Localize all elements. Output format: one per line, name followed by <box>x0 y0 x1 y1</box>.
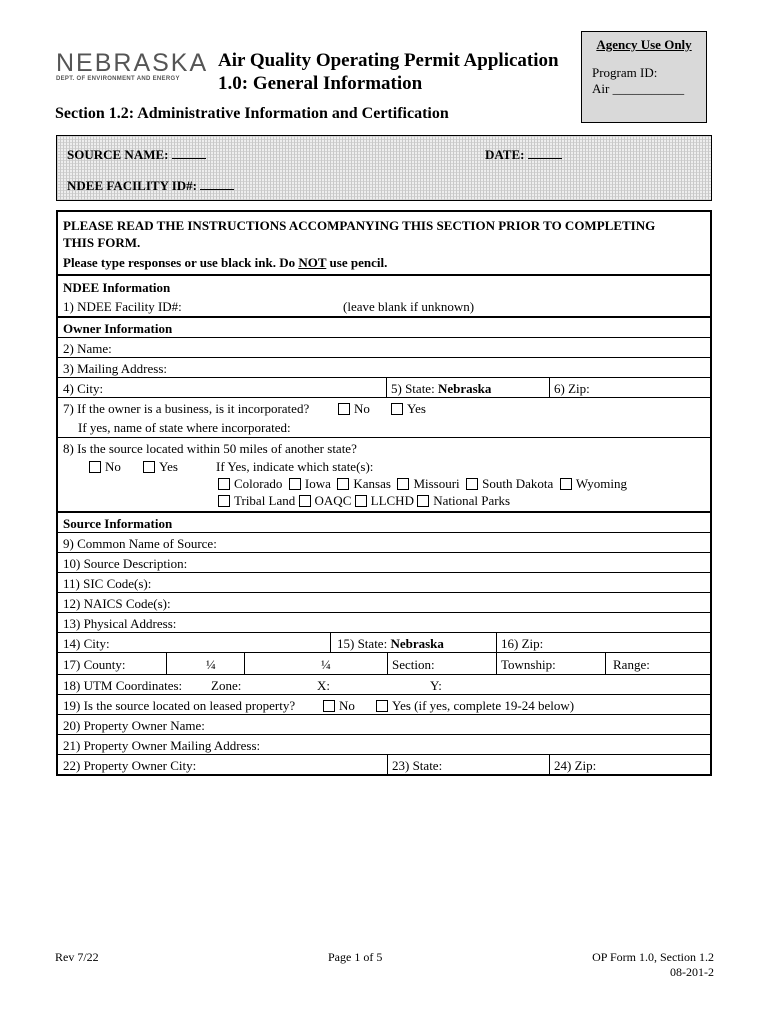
checkbox[interactable] <box>560 478 572 490</box>
divider <box>58 612 710 613</box>
q16-zip[interactable]: 16) Zip: <box>501 636 544 651</box>
footer-page-number: Page 1 of 5 <box>328 950 383 964</box>
divider <box>496 652 497 674</box>
checkbox[interactable] <box>417 495 429 507</box>
nebraska-logo <box>56 49 209 82</box>
q20-property-owner-name[interactable]: 20) Property Owner Name: <box>63 718 205 733</box>
source-id-box <box>56 135 712 201</box>
checkbox[interactable] <box>289 478 301 490</box>
divider <box>244 652 245 674</box>
checkbox[interactable] <box>355 495 367 507</box>
option-oaqc[interactable]: OAQC <box>299 493 352 508</box>
checkbox[interactable] <box>376 700 388 712</box>
q1-facility-id[interactable]: 1) NDEE Facility ID#: <box>63 299 182 314</box>
divider <box>58 734 710 735</box>
q22-property-owner-city[interactable]: 22) Property Owner City: <box>63 758 197 773</box>
facility-id-field[interactable] <box>200 179 234 190</box>
checkbox[interactable] <box>218 478 230 490</box>
state-options <box>218 476 627 491</box>
q8-within-50-miles: 8) Is the source located within 50 miles of another state? <box>63 441 357 456</box>
q7-incorporated: 7) If the owner is a business, is it incorporated? <box>63 401 310 416</box>
q9-common-name[interactable]: 9) Common Name of Source: <box>63 536 217 551</box>
divider <box>58 572 710 573</box>
source-heading: Source Information <box>63 516 173 531</box>
q17-county[interactable]: 17) County: <box>63 657 126 672</box>
divider <box>549 754 550 774</box>
state-missouri[interactable]: Missouri <box>397 476 459 491</box>
facility-id-label: NDEE FACILITY ID#: <box>67 178 234 194</box>
title-line-1: Air Quality Operating Permit Application <box>218 50 559 71</box>
divider <box>58 511 710 513</box>
divider <box>605 652 606 674</box>
instructions-line-3: Please type responses or use black ink. Do NOT use pencil. <box>63 255 388 270</box>
agency-use-box <box>581 31 707 123</box>
option-tribal-land[interactable]: Tribal Land <box>218 493 295 508</box>
checkbox[interactable] <box>299 495 311 507</box>
state-colorado[interactable]: Colorado <box>218 476 282 491</box>
state-wyoming[interactable]: Wyoming <box>560 476 627 491</box>
footer-form-code: 08-201-2 <box>670 965 714 979</box>
footer-revision: Rev 7/22 <box>55 950 99 964</box>
date-label: DATE: <box>485 147 562 163</box>
divider <box>58 337 710 338</box>
program-id-label: Program ID: <box>592 65 658 80</box>
divider <box>58 357 710 358</box>
logo-word: NEBRASKA <box>56 49 209 77</box>
q8-no-option[interactable]: No <box>89 459 121 474</box>
divider <box>58 397 710 398</box>
owner-heading: Owner Information <box>63 321 173 336</box>
form-title <box>218 49 559 95</box>
divider <box>58 754 710 755</box>
q3-mailing-address[interactable]: 3) Mailing Address: <box>63 361 167 376</box>
other-options <box>218 493 510 508</box>
q5-state[interactable]: 5) State: Nebraska <box>391 381 492 396</box>
township-field[interactable]: Township: <box>501 657 556 672</box>
q19-yes-option[interactable]: Yes (if yes, complete 19-24 below) <box>376 698 574 713</box>
q15-state[interactable]: 15) State: Nebraska <box>337 636 444 651</box>
instructions-line-1: PLEASE READ THE INSTRUCTIONS ACCOMPANYING THIS SECTION PRIOR TO COMPLETING <box>63 218 656 233</box>
quarter-1[interactable]: ¼ <box>206 657 216 672</box>
q7-no-option[interactable]: No <box>338 401 370 416</box>
q10-source-description[interactable]: 10) Source Description: <box>63 556 188 571</box>
footer-form-id <box>592 950 714 980</box>
divider <box>496 632 497 652</box>
checkbox[interactable] <box>218 495 230 507</box>
divider <box>58 674 710 675</box>
source-name-label: SOURCE NAME: <box>67 147 206 163</box>
q19-no-option[interactable]: No <box>323 698 355 713</box>
divider <box>58 532 710 533</box>
logo-subtitle: DEPT. OF ENVIRONMENT AND ENERGY <box>56 76 180 82</box>
q11-sic-codes[interactable]: 11) SIC Code(s): <box>63 576 152 591</box>
divider <box>387 754 388 774</box>
q7-yes-option[interactable]: Yes <box>391 401 426 416</box>
agency-heading: Agency Use Only <box>596 37 692 52</box>
range-field[interactable]: Range: <box>613 657 650 672</box>
divider <box>58 652 710 653</box>
quarter-2[interactable]: ¼ <box>321 657 331 672</box>
divider <box>58 714 710 715</box>
state-iowa[interactable]: Iowa <box>289 476 331 491</box>
footer-form-name: OP Form 1.0, Section 1.2 <box>592 950 714 964</box>
divider <box>58 377 710 378</box>
divider <box>58 694 710 695</box>
q1-hint: (leave blank if unknown) <box>343 299 475 314</box>
checkbox[interactable] <box>466 478 478 490</box>
instructions-line-2: THIS FORM. <box>63 235 141 250</box>
divider <box>58 592 710 593</box>
checkbox[interactable] <box>323 700 335 712</box>
title-line-2: 1.0: General Information <box>218 73 423 94</box>
q8-indicate-label: If Yes, indicate which state(s): <box>216 459 374 474</box>
q2-name[interactable]: 2) Name: <box>63 341 112 356</box>
divider <box>58 274 710 276</box>
section-field[interactable]: Section: <box>392 657 435 672</box>
checkbox[interactable] <box>397 478 409 490</box>
q24-zip[interactable]: 24) Zip: <box>554 758 597 773</box>
source-name-field[interactable] <box>172 148 206 159</box>
divider <box>58 632 710 633</box>
checkbox[interactable] <box>337 478 349 490</box>
divider <box>387 652 388 674</box>
divider <box>386 377 387 397</box>
date-field[interactable] <box>528 148 562 159</box>
divider <box>330 632 331 652</box>
section-title: Section 1.2: Administrative Information and Certification <box>55 105 449 122</box>
checkbox[interactable] <box>143 461 155 473</box>
q18-utm-coordinates: 18) UTM Coordinates: <box>63 678 183 693</box>
divider <box>166 652 167 674</box>
air-field[interactable]: Air ___________ <box>592 81 685 96</box>
state-kansas[interactable]: Kansas <box>337 476 391 491</box>
utm-zone[interactable]: Zone: <box>211 678 242 693</box>
state-south-dakota[interactable]: South Dakota <box>466 476 553 491</box>
checkbox[interactable] <box>89 461 101 473</box>
option-llchd[interactable]: LLCHD <box>355 493 414 508</box>
option-national-parks[interactable]: National Parks <box>417 493 510 508</box>
utm-y[interactable]: Y: <box>430 678 442 693</box>
q6-zip[interactable]: 6) Zip: <box>554 381 590 396</box>
divider <box>549 377 550 397</box>
form-table <box>56 210 712 776</box>
q23-state[interactable]: 23) State: <box>392 758 443 773</box>
q13-physical-address[interactable]: 13) Physical Address: <box>63 616 177 631</box>
q19-leased-property: 19) Is the source located on leased property? <box>63 698 296 713</box>
checkbox[interactable] <box>338 403 350 415</box>
ndee-heading: NDEE Information <box>63 280 171 295</box>
q4-city[interactable]: 4) City: <box>63 381 104 396</box>
utm-x[interactable]: X: <box>317 678 330 693</box>
checkbox[interactable] <box>391 403 403 415</box>
divider <box>58 437 710 438</box>
q21-property-owner-address[interactable]: 21) Property Owner Mailing Address: <box>63 738 261 753</box>
q14-city[interactable]: 14) City: <box>63 636 110 651</box>
q8-yes-option[interactable]: Yes <box>143 459 178 474</box>
q12-naics-codes[interactable]: 12) NAICS Code(s): <box>63 596 171 611</box>
divider <box>58 316 710 318</box>
q7-state-incorporated[interactable]: If yes, name of state where incorporated: <box>78 420 291 435</box>
divider <box>58 552 710 553</box>
